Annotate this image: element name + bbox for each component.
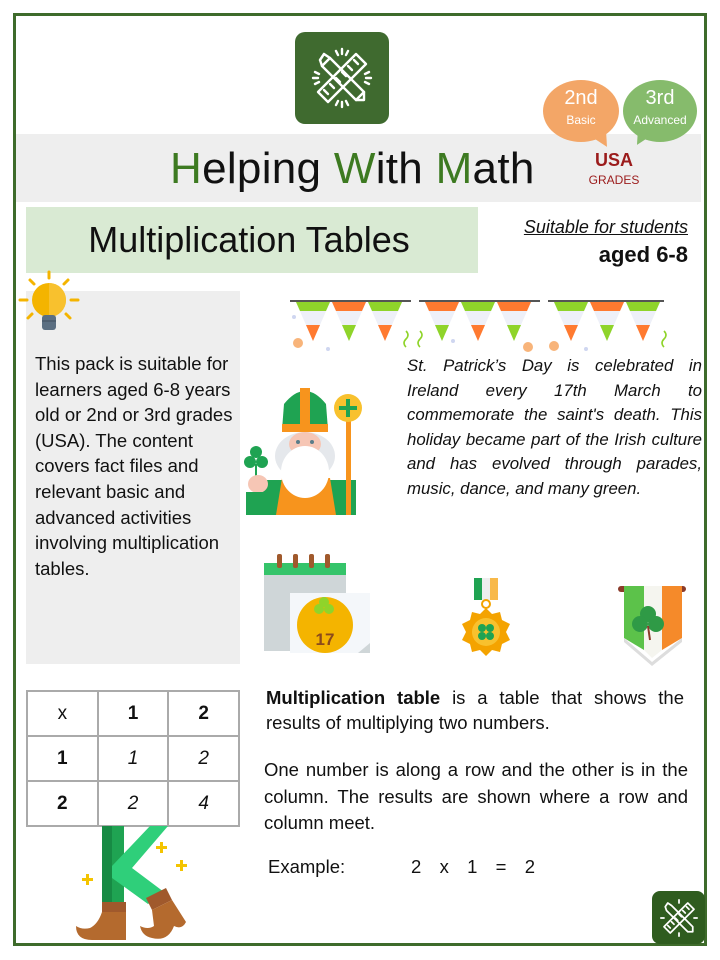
table-corner-cell: x — [27, 691, 98, 736]
example-label: Example: — [268, 856, 346, 877]
table-row — [27, 736, 239, 781]
grade-level: Basic — [566, 113, 596, 127]
country-sublabel: GRADES — [588, 173, 640, 187]
title-letter-h: H — [170, 144, 203, 193]
definition-term: Multiplication table — [266, 687, 441, 708]
table-row-header-cell: 1 — [27, 736, 98, 781]
shamrock-medal-icon — [460, 578, 520, 660]
suitable-label: Suitable for students — [523, 217, 688, 237]
grade-level: Advanced — [633, 113, 687, 127]
country-label: USA — [594, 150, 633, 170]
age-label: aged 6-8 — [598, 242, 688, 267]
grade-number: 2nd — [564, 87, 598, 109]
explanation-text: One number is along a row and the other is in the column. The results are shown where a row and column meet. — [264, 759, 688, 833]
table-header-cell: 2 — [168, 691, 239, 736]
table-cell: 2 — [168, 736, 239, 781]
bunting-icon — [546, 297, 671, 357]
topic-box — [26, 207, 478, 273]
table-row — [27, 691, 239, 736]
definition-rest: is a table that shows the results of multiplying two numbers. — [266, 687, 685, 733]
table-row — [27, 781, 239, 826]
table-cell: 1 — [98, 736, 169, 781]
table-row-header-cell: 2 — [27, 781, 98, 826]
topic-title: Multiplication Tables — [88, 219, 410, 260]
bunting-icon — [417, 297, 542, 357]
table-cell: 2 — [98, 781, 169, 826]
saint-patrick-icon — [242, 380, 368, 515]
lightbulb-icon — [16, 270, 82, 336]
example-equation: 2 x 1 = 2 — [411, 856, 536, 877]
leprechaun-legs-icon — [72, 826, 202, 944]
bunting-icon — [288, 297, 413, 357]
site-logo — [295, 32, 389, 124]
calendar-day: 17 — [315, 630, 335, 649]
table-header-cell: 1 — [98, 691, 169, 736]
title-part: ath — [472, 144, 535, 193]
title-part: elping — [202, 144, 334, 193]
info-text: This pack is suitable for learners aged 6-8 years old or 2nd or 3rd grades (USA). The content covers fact files and relevant basic and advanced activities involving multiplication tables. — [35, 353, 233, 579]
definition-text — [266, 685, 684, 735]
pencil-ruler-cross-icon — [659, 898, 699, 938]
site-title — [170, 141, 535, 197]
grade-badge-2nd — [543, 80, 619, 142]
multiplication-table — [26, 690, 240, 827]
fact-text: St. Patrick’s Day is celebrated in Ireland every 17th March to commemorate the saint's death. This holiday became part of the Irish culture and has evolved through parades, music, dance, and many green. — [407, 356, 702, 498]
irish-flag-banner-icon — [616, 578, 688, 666]
grade-number: 3rd — [645, 87, 675, 109]
pencil-ruler-cross-icon — [310, 46, 374, 110]
title-letter-w: W — [333, 144, 376, 193]
title-letter-m: M — [435, 144, 473, 193]
site-logo-small — [652, 891, 705, 944]
table-cell: 4 — [168, 781, 239, 826]
title-part: ith — [375, 144, 436, 193]
calendar-17-icon — [262, 553, 372, 655]
grade-badge-3rd — [623, 80, 697, 142]
